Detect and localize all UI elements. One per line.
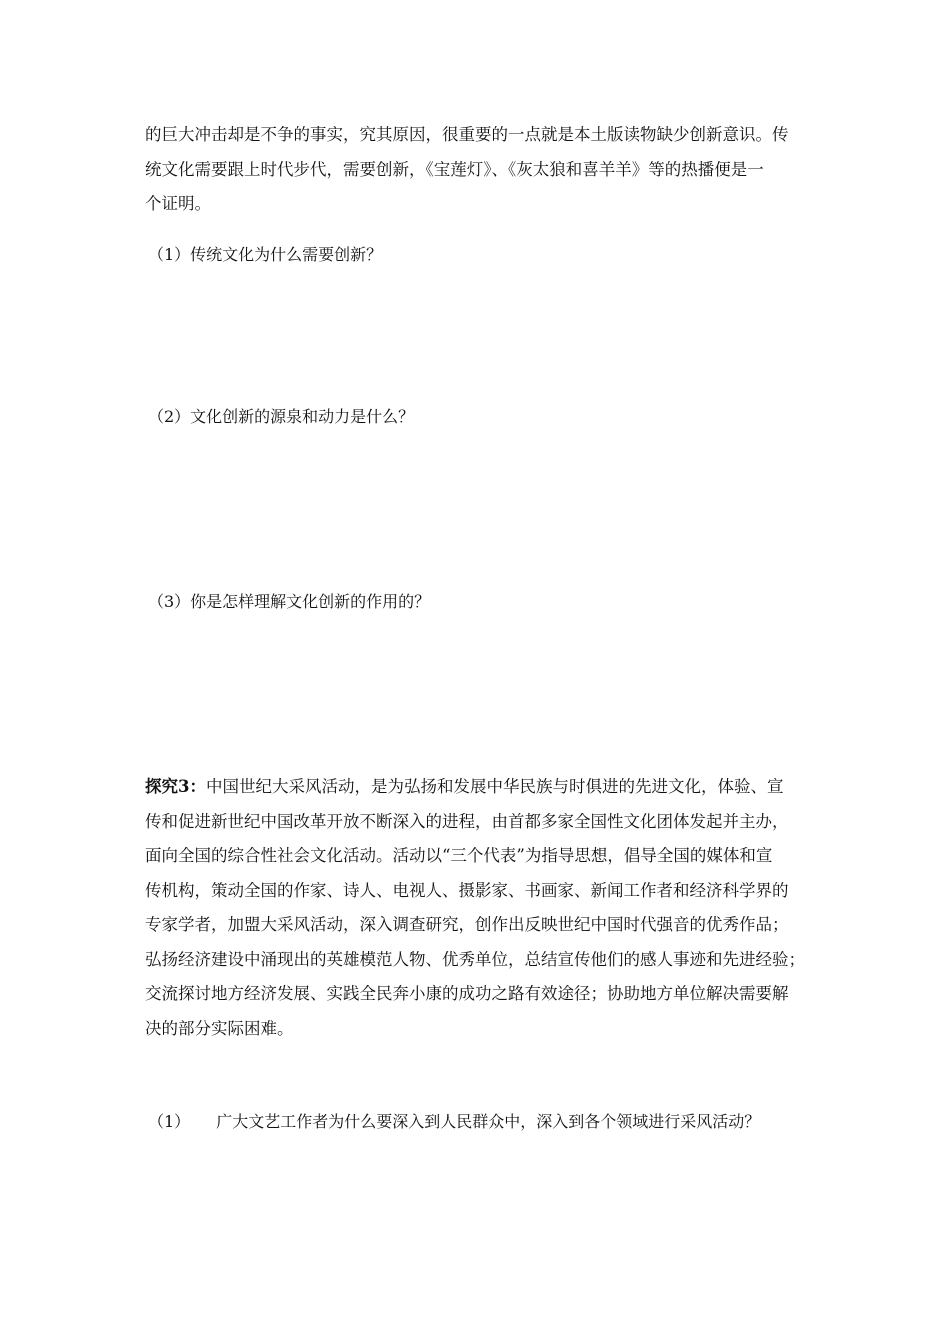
explore-3-passage — [145, 770, 813, 1046]
passage-line: 决的部分实际困难。 — [145, 1018, 294, 1038]
passage-line: 中国世纪大采风活动，是为弘扬和发展中华民族与时俱进的先进文化，体验、宣 — [205, 777, 784, 796]
passage-line: 交流探讨地方经济发展、实践全民奔小康的成功之路有效途径；协助地方单位解决需要解 — [145, 984, 789, 1003]
passage-line: 弘扬经济建设中涌现出的英雄模范人物、优秀单位，总结宣传他们的感人事迹和先进经验； — [145, 949, 805, 969]
passage-line: 专家学者，加盟大采风活动，深入调查研究，创作出反映世纪中国时代强音的优秀作品； — [145, 915, 789, 934]
passage-line: 传机构，策动全国的作家、诗人、电视人、摄影家、书画家、新闻工作者和经济科学界的 — [145, 880, 789, 900]
question-3: （3）你是怎样理解文化创新的作用的？ — [148, 592, 431, 611]
passage-line: 个证明。 — [145, 194, 211, 213]
question-number: （1） — [148, 1112, 191, 1131]
question-text: 广大文艺工作者为什么要深入到人民群众中，深入到各个领域进行采风活动？ — [216, 1112, 761, 1131]
explore-3-first-line — [145, 770, 813, 805]
passage-line: 的巨大冲击却是不争的事实，究其原因，很重要的一点就是本土版读物缺少创新意识。传 — [145, 125, 789, 144]
question-2: （2）文化创新的源泉和动力是什么？ — [148, 407, 415, 426]
passage-line: 统文化需要跟上时代步代，需要创新，《宝莲灯》、《灰太狼和喜羊羊》等的热播便是一 — [145, 159, 764, 179]
explore-3-label: 探究3： — [145, 777, 206, 796]
explore-3-question-1 — [148, 1110, 760, 1134]
passage-line: 面向全国的综合性社会文化活动。活动以“三个代表”为指导思想，倡导全国的媒体和宣 — [145, 846, 773, 865]
passage-line: 传和促进新世纪中国改革开放不断深入的进程，由首都多家全国性文化团体发起并主办， — [145, 811, 789, 831]
passage-top — [145, 118, 813, 222]
question-1: （1）传统文化为什么需要创新？ — [148, 245, 383, 264]
